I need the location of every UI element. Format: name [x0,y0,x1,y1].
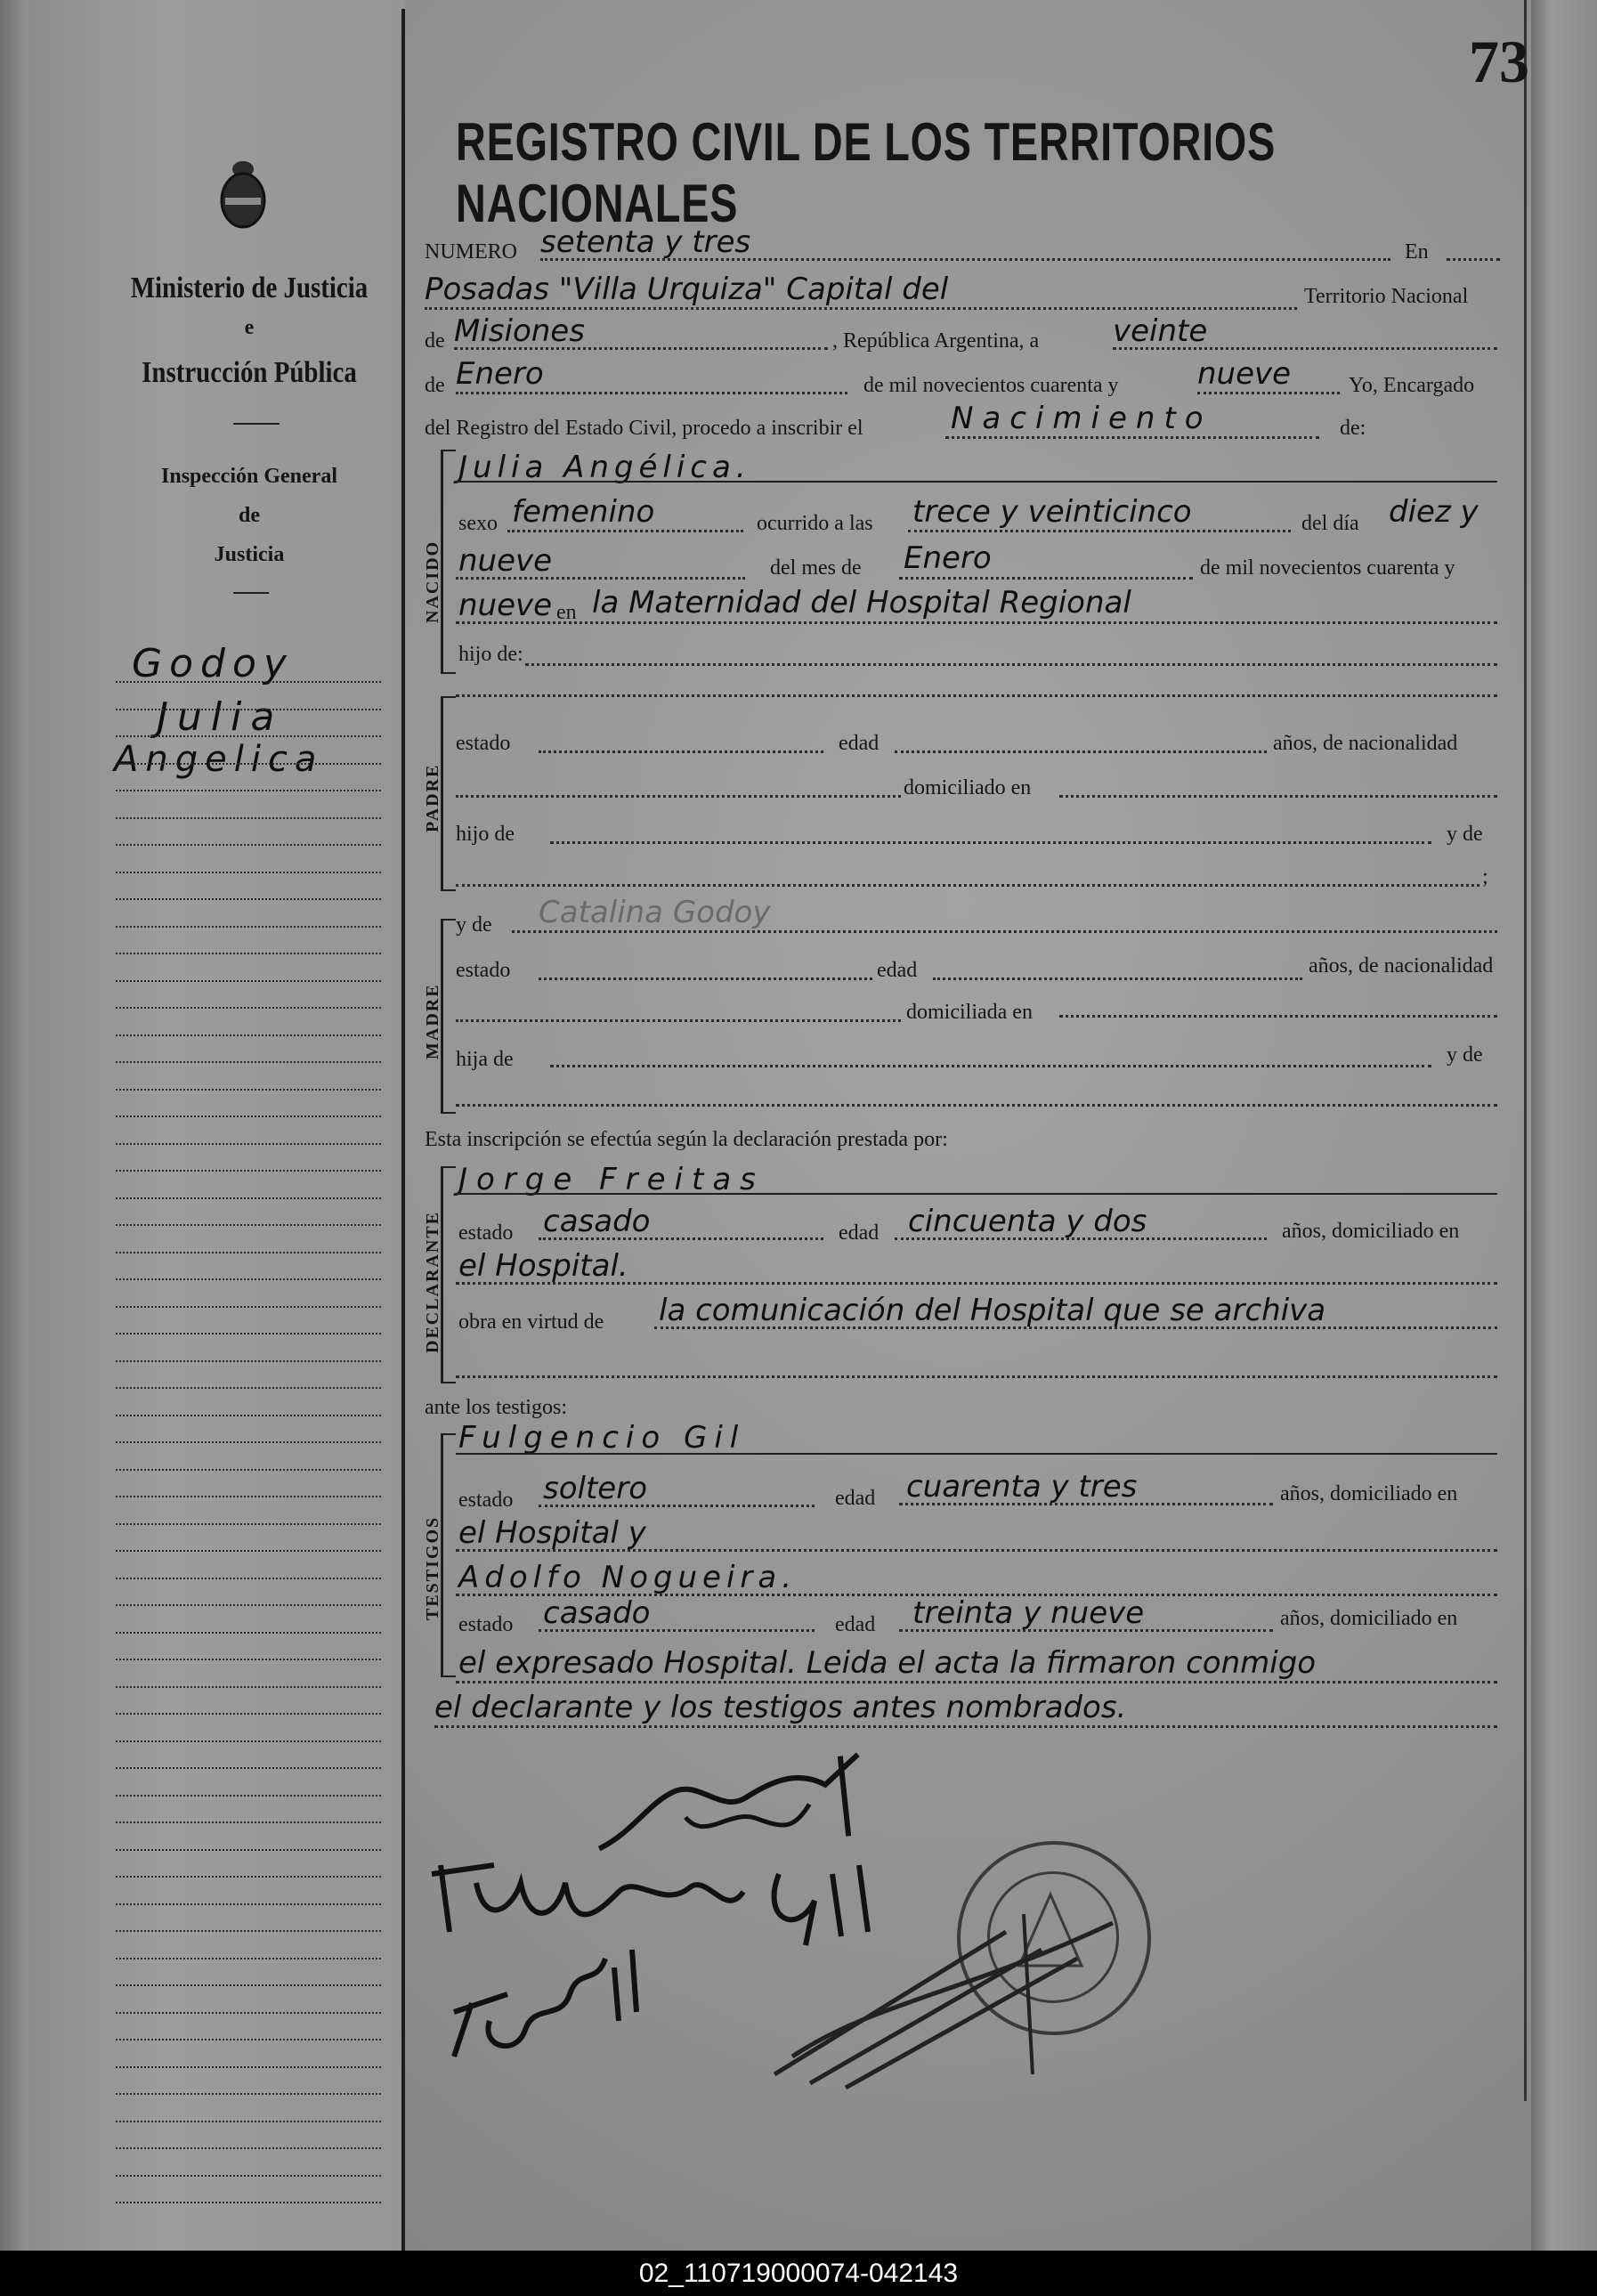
del-dia-label: del día [1301,512,1359,535]
margin-ruled-line [116,681,381,683]
margin-ruled-line [116,1578,381,1579]
margin-ruled-line [116,1632,381,1634]
margin-ruled-line [116,1333,381,1335]
margin-ruled-line [116,1061,381,1063]
obra-label: obra en virtud de [458,1310,604,1334]
de2-label: de [425,374,445,397]
margin-ruled-line [116,1821,381,1823]
margin-ruled-line [116,2066,381,2068]
padre-section-label: PADRE [423,763,442,832]
declarante-anios-label: años, domiciliado en [1282,1220,1460,1243]
nacido-mes-value: Enero [904,540,992,576]
declarante-estado-value: casado [543,1204,651,1239]
mes-value: Enero [456,356,544,392]
madre-nombre: Catalina Godoy [539,895,771,930]
margin-ruled-line [116,1876,381,1878]
nacido-nombre: Julia Angélica. [458,450,751,485]
padre-hijo-de-label: hijo de [456,823,515,846]
inspection-line3: Justicia [214,543,285,566]
margin-surname: Godoy [132,641,294,686]
dia-value-1: diez y [1389,494,1479,530]
testigos-section-label: TESTIGOS [423,1515,442,1620]
margin-ruled-line [116,980,381,982]
margin-ruled-line [116,1984,381,1986]
margin-ruled-line [116,1767,381,1769]
margin-ruled-line [116,1795,381,1797]
nacido-mil-label: de mil novecientos cuarenta y [1200,556,1455,580]
territorio-value: Misiones [454,313,585,349]
margin-ruled-line [116,2147,381,2149]
margin-ruled-line [116,1659,381,1660]
margin-ruled-line [116,898,381,900]
declarante-estado-label: estado [458,1221,514,1245]
archive-id-footer: 02_110719000074-042143 [0,2251,1597,2296]
margin-ruled-line [116,1252,381,1253]
madre-estado-label: estado [456,959,511,982]
margin-ruled-line [116,1930,381,1932]
sexo-value: femenino [512,494,655,530]
margin-ruled-line [116,1550,381,1552]
testigo1-estado-value: soltero [543,1471,647,1506]
acto-value: Nacimiento [951,401,1212,436]
margin-rule [401,9,405,2252]
testigo1-edad-label: edad [835,1487,876,1510]
margin-ruled-line [116,1903,381,1905]
margin-ruled-line [116,2202,381,2203]
margin-ruled-line [116,790,381,791]
signature-testigo2 [436,1932,668,2069]
margin-ruled-line [116,1387,381,1389]
declarante-edad-label: edad [839,1221,880,1245]
margin-ruled-line [116,2093,381,2095]
margin-ruled-line [116,1958,381,1959]
margin-ruled-line [116,1007,381,1009]
sexo-label: sexo [458,512,498,535]
registro-label: del Registro del Estado Civil, procedo a inscribir el [425,417,863,440]
margin-ruled-line [116,709,381,710]
margin-ruled-line [116,953,381,954]
margin-ruled-line [116,872,381,873]
page-number: 73 [1469,28,1529,95]
margin-name2: Angelica [114,739,324,780]
padre-estado-label: estado [456,732,511,755]
hijo-de-label: hijo de: [458,643,523,666]
testigo2-nombre: Adolfo Nogueira. [458,1560,798,1595]
de3-label: de: [1340,417,1366,440]
margin-ruled-line [116,1360,381,1362]
madre-y-de-label: y de [456,913,492,937]
testigo2-edad-value: treinta y nueve [912,1595,1145,1631]
margin-ruled-line [116,2012,381,2014]
republica-label: , República Argentina, a [832,329,1040,353]
margin-ruled-line [116,1224,381,1226]
testigo1-anios-label: años, domiciliado en [1280,1482,1458,1505]
lugar-value: Posadas "Villa Urquiza" Capital del [425,272,949,307]
testigo1-domicilio: el Hospital y [458,1515,646,1551]
nacido-en-label: en [556,601,577,624]
margin-ruled-line [116,1278,381,1280]
margin-ruled-line [116,1170,381,1172]
signature-encargado [739,1896,1166,2105]
margin-ruled-line [116,1740,381,1742]
testigo1-edad-value: cuarenta y tres [906,1469,1138,1505]
padre-anios-label: años, de nacionalidad [1273,732,1458,755]
nacido-lugar-value: la Maternidad del Hospital Regional [592,585,1131,621]
right-margin-rule [1524,0,1527,2101]
numero-label: NUMERO [425,240,518,264]
mil-label: de mil novecientos cuarenta y [863,374,1119,397]
margin-ruled-line [116,2175,381,2177]
testigo2-anios-label: años, domiciliado en [1280,1607,1458,1630]
margin-ruled-line [116,1469,381,1471]
declarante-nombre: Jorge Freitas [458,1162,765,1197]
declarante-edad-value: cincuenta y dos [908,1204,1147,1239]
del-mes-label: del mes de [770,556,862,580]
margin-ruled-line [116,1523,381,1525]
margin-ruled-line [116,2121,381,2122]
madre-edad-label: edad [877,959,918,982]
numero-value: setenta y tres [540,224,751,260]
anio-value: nueve [1197,356,1292,392]
testigo2-estado-label: estado [458,1613,514,1636]
margin-ruled-line [116,1604,381,1606]
ministry-line2: e [244,316,255,339]
nacido-anio-value: nueve [458,588,553,623]
padre-semicolon: ; [1482,865,1488,888]
margin-ruled-line [116,1496,381,1497]
madre-section-label: MADRE [423,983,442,1059]
testigo2-estado-value: casado [543,1595,651,1631]
padre-domiciliado-label: domiciliado en [904,776,1032,799]
madre-domiciliada-label: domiciliada en [906,1001,1033,1024]
margin-ruled-line [116,1143,381,1145]
margin-ruled-line [116,1306,381,1308]
en-label: En [1405,240,1429,264]
testigo2-domicilio: el expresado Hospital. Leida el acta la firmaron conmigo [458,1645,1317,1681]
ministry-line3: Instrucción Pública [142,356,357,389]
margin-ruled-line [116,1713,381,1715]
dia-value-2: nueve [458,543,553,579]
margin-ruled-line [116,1441,381,1443]
margin-ruled-line [116,1415,381,1416]
padre-edad-label: edad [839,732,880,755]
margin-ruled-line [116,1686,381,1688]
declaracion-label: Esta inscripción se efectúa según la declaración prestada por: [425,1128,948,1151]
testigo1-nombre: Fulgencio Gil [458,1420,746,1456]
hora-value: trece y veinticinco [912,494,1192,530]
margin-ruled-line [116,926,381,928]
ocurrido-label: ocurrido a las [757,512,873,535]
de-label: de [425,329,445,353]
margin-ruled-line [116,817,381,819]
margin-ruled-line [116,2039,381,2040]
margin-ruled-line [116,1116,381,1117]
cierre-texto: el declarante y los testigos antes nombrados. [434,1690,1127,1725]
testigo1-estado-label: estado [458,1489,514,1512]
madre-y-de2-label: y de [1447,1043,1483,1067]
testigos-label: ante los testigos: [425,1396,567,1419]
margin-ruled-line [116,1849,381,1851]
margin-ruled-line [116,1034,381,1036]
dia-value: veinte [1113,313,1208,349]
padre-y-de-label: y de [1447,823,1483,846]
declarante-section-label: DECLARANTE [423,1210,442,1353]
testigo2-edad-label: edad [835,1613,876,1636]
obra-value: la comunicación del Hospital que se archiva [659,1293,1326,1328]
madre-hija-de-label: hija de [456,1048,514,1071]
margin-ruled-line [116,1089,381,1091]
margin-name1: Julia [157,694,284,740]
page-edge-shadow [1531,0,1597,2251]
madre-anios-label: años, de nacionalidad [1309,954,1494,978]
inspection-line2: de [239,504,260,527]
ministry-line1: Ministerio de Justicia [130,272,369,304]
margin-ruled-line [116,735,381,737]
territorio-label: Territorio Nacional [1304,285,1469,308]
declarante-domicilio: el Hospital. [458,1248,628,1284]
nacido-section-label: NACIDO [423,540,442,623]
document-title: REGISTRO CIVIL DE LOS TERRITORIOS NACIONALES [456,112,1277,233]
inspection-line1: Inspección General [161,465,337,488]
yo-label: Yo, Encargado [1349,374,1475,397]
margin-ruled-line [116,1197,381,1199]
margin-ruled-line [116,844,381,846]
margin-ruled-line [116,763,381,765]
coat-of-arms-icon [216,160,270,236]
